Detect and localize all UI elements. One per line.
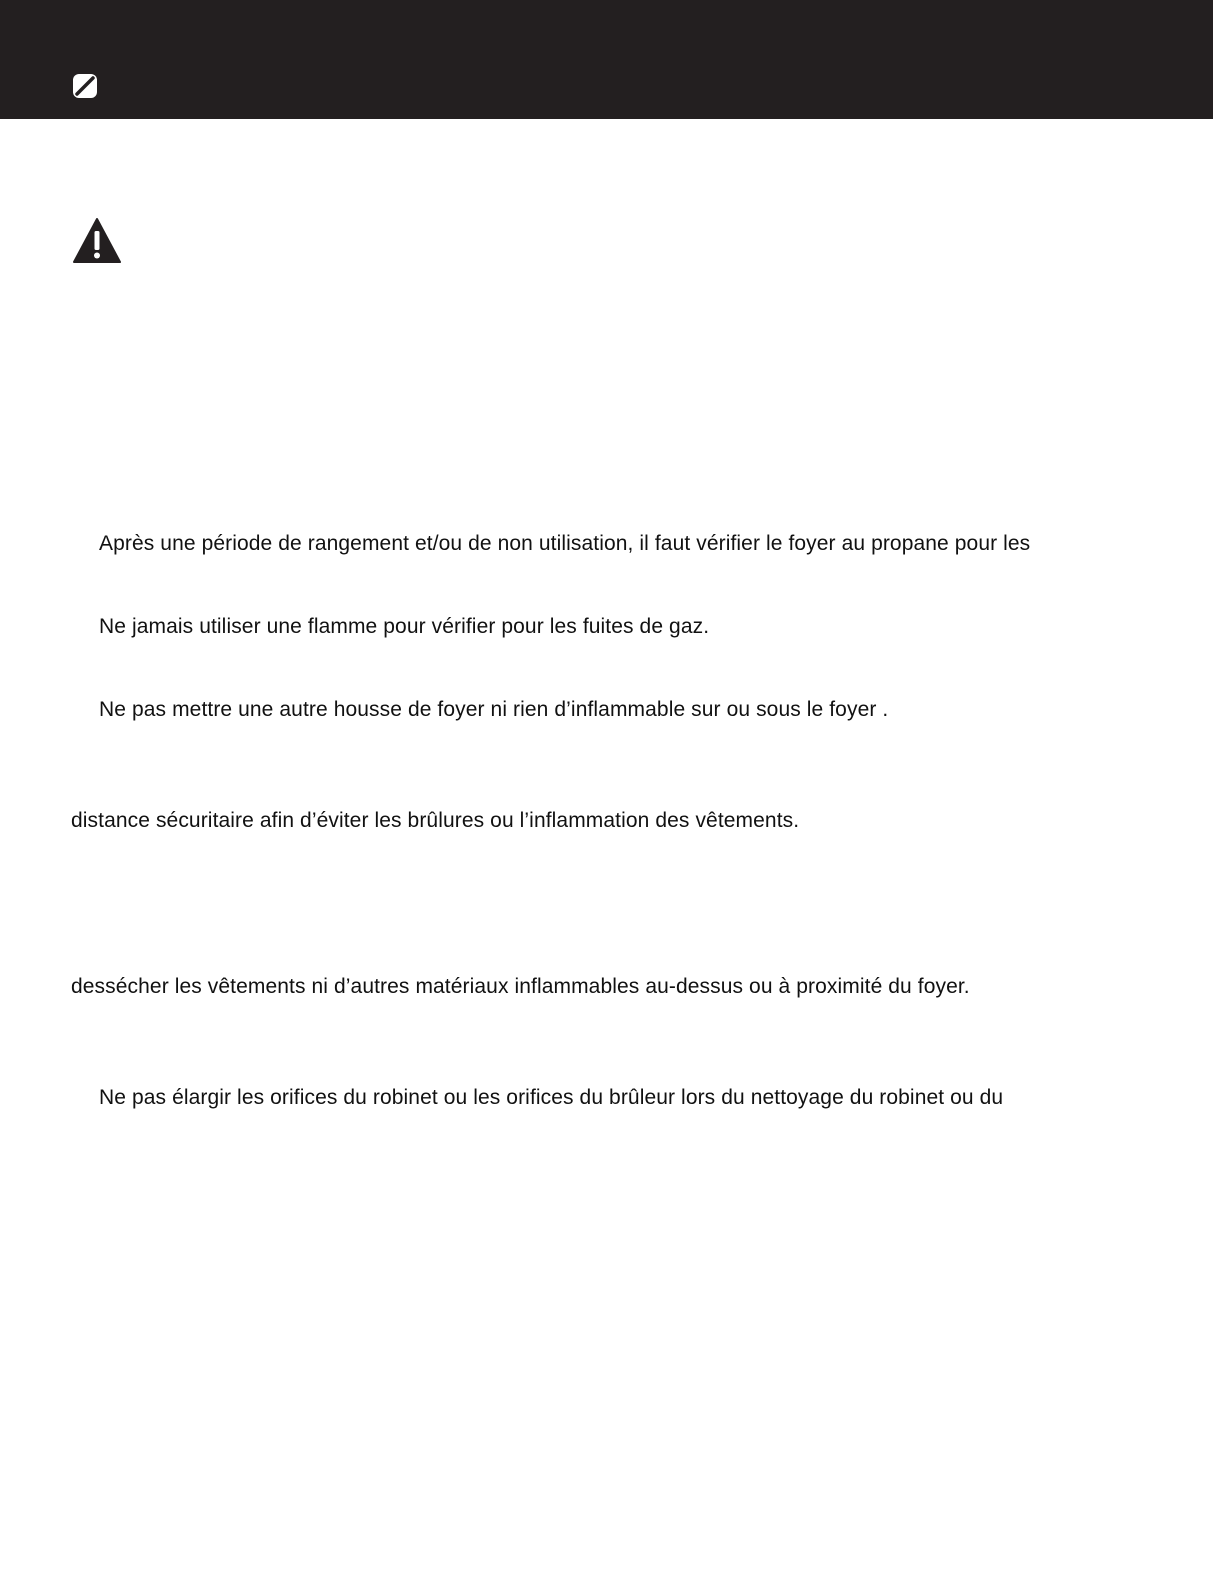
text-line-no-enlarge-orifices: Ne pas élargir les orifices du robinet ou les orifices du brûleur lors du nettoyage du robinet ou du — [99, 1086, 1004, 1109]
text-line-safe-distance: distance sécuritaire afin d’éviter les brûlures ou l’inflammation des vêtements. — [71, 809, 800, 832]
text-line-no-flame: Ne jamais utiliser une flamme pour vérifier pour les fuites de gaz. — [99, 615, 710, 638]
text-line-no-cover: Ne pas mettre une autre housse de foyer ni rien d’inflammable sur ou sous le foyer . — [99, 698, 889, 721]
warning-triangle-icon — [72, 217, 122, 264]
text-line-no-drying: dessécher les vêtements ni d’autres matériaux inflammables au-dessus ou à proximité du foyer. — [71, 975, 970, 998]
text-line-storage-check: Après une période de rangement et/ou de non utilisation, il faut vérifier le foyer au propane pour les — [99, 532, 1031, 555]
brand-logo-icon — [72, 73, 98, 99]
page-header-bar — [0, 0, 1213, 119]
